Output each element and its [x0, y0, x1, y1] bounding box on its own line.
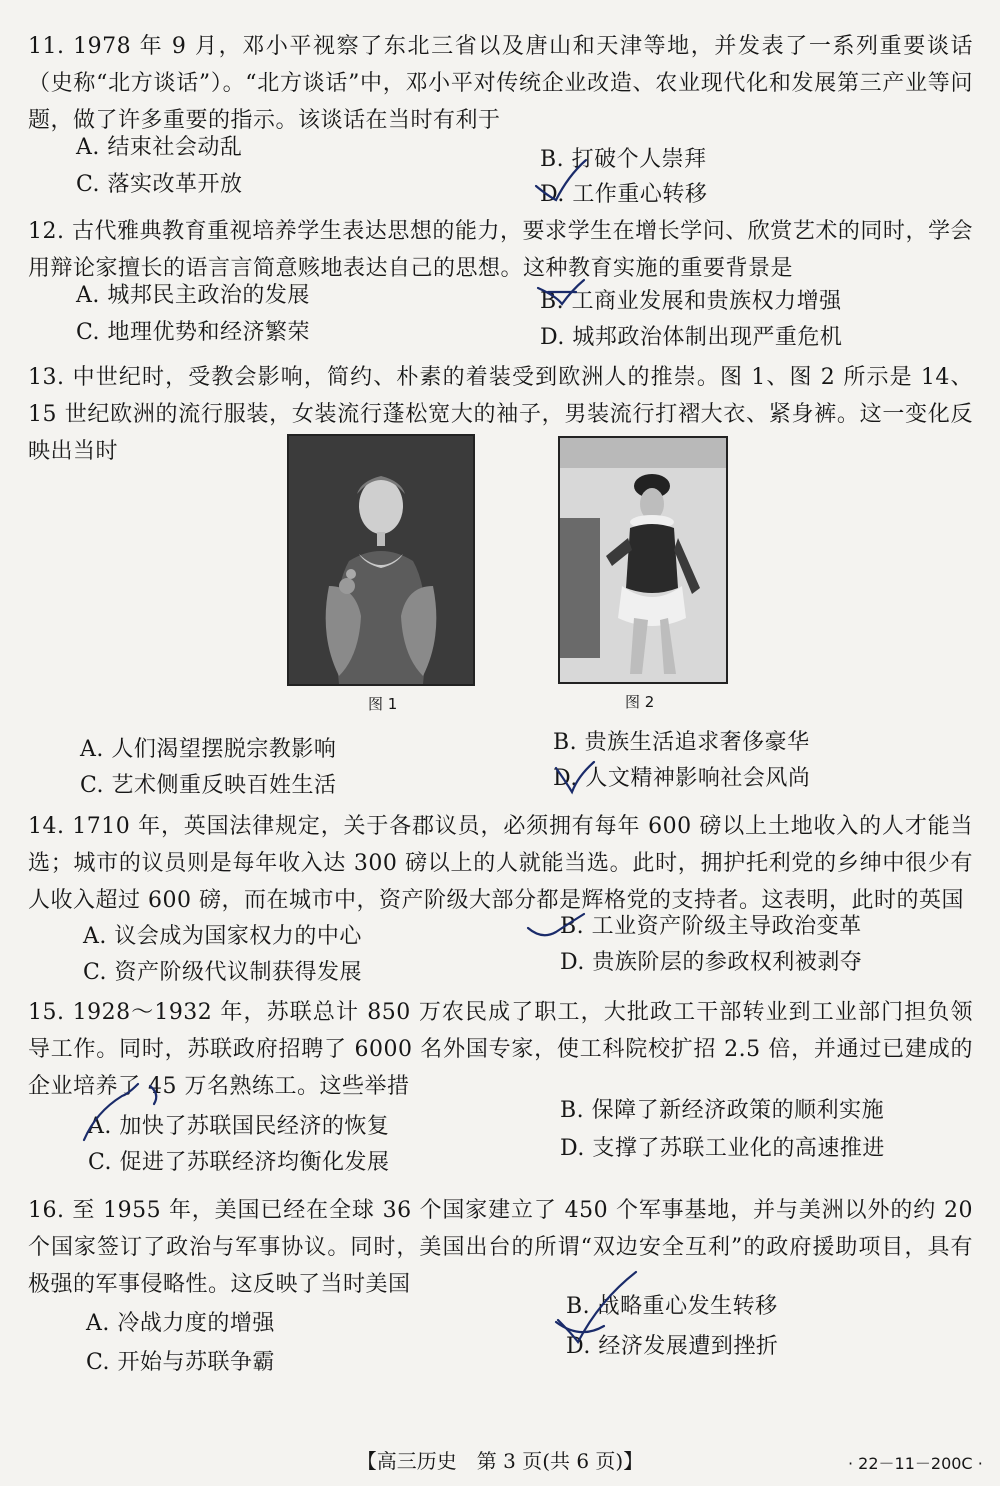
q11-option-d: D. 工作重心转移 — [540, 182, 708, 207]
q15-option-a: A. 加快了苏联国民经济的恢复 — [88, 1114, 390, 1139]
figure-1-caption: 图 1 — [368, 695, 398, 713]
q16-option-a: A. 冷战力度的增强 — [86, 1311, 275, 1336]
question-13-stem: 13. 中世纪时，受教会影响，简约、朴素的着装受到欧洲人的推崇。图 1、图 2 所示是 14、15 世纪欧洲的流行服装，女装流行蓬松宽大的袖子，男装流行打褶大衣、紧身裤。这一变化反映出当时 — [28, 365, 973, 464]
question-14-stem: 14. 1710 年，英国法律规定，关于各郡议员，必须拥有每年 600 磅以上土地收入的人才能当选；城市的议员则是每年收入达 300 磅以上的人就能当选。此时，拥护托利党的乡绅中很少有人收入超过 600 磅，而在城市中，资产阶级大部分都是辉格党的支持者。这表明，此时的英国 — [28, 814, 973, 913]
q15-option-b: B. 保障了新经济政策的顺利实施 — [560, 1098, 885, 1123]
q12-option-c: C. 地理优势和经济繁荣 — [76, 320, 311, 345]
q16-option-b: B. 战略重心发生转移 — [566, 1294, 778, 1319]
q14-option-d: D. 贵族阶层的参政权利被剥夺 — [560, 950, 863, 975]
q11-option-b: B. 打破个人崇拜 — [540, 147, 707, 172]
q11-option-a: A. 结束社会动乱 — [76, 135, 243, 160]
q15-option-c: C. 促进了苏联经济均衡化发展 — [88, 1150, 390, 1175]
page-footer: 【高三历史 第 3 页(共 6 页)】 — [356, 1449, 644, 1473]
figure-2-image — [560, 438, 726, 682]
q14-option-c: C. 资产阶级代议制获得发展 — [83, 960, 363, 985]
question-12-stem: 12. 古代雅典教育重视培养学生表达思想的能力，要求学生在增长学问、欣赏艺术的同时，学会用辩论家擅长的语言言简意赅地表达自己的思想。这种教育实施的重要背景是 — [28, 219, 973, 281]
q13-option-d: D. 人文精神影响社会风尚 — [553, 766, 811, 791]
figure-2-portrait-man — [558, 436, 728, 684]
q15-option-d: D. 支撑了苏联工业化的高速推进 — [560, 1136, 885, 1161]
question-16-stem: 16. 至 1955 年，美国已经在全球 36 个国家建立了 450 个军事基地，并与美洲以外的约 20 个国家签订了政治与军事协议。同时，美国出台的所谓“双边安全互利”的政府援助项目，具有极强的军事侵略性。这反映了当时美国 — [28, 1198, 973, 1297]
q11-option-c: C. 落实改革开放 — [76, 172, 243, 197]
figure-2-caption: 图 2 — [625, 693, 655, 711]
figure-1-portrait-woman — [287, 434, 475, 686]
q12-option-d: D. 城邦政治体制出现严重危机 — [540, 325, 843, 350]
q16-option-d: D. 经济发展遭到挫折 — [566, 1334, 779, 1359]
figure-1-image — [289, 436, 473, 684]
q13-option-c: C. 艺术侧重反映百姓生活 — [80, 773, 337, 798]
q12-option-a: A. 城邦民主政治的发展 — [76, 283, 310, 308]
question-11-stem: 11. 1978 年 9 月，邓小平视察了东北三省以及唐山和天津等地，并发表了一系列重要谈话（史称“北方谈话”）。“北方谈话”中，邓小平对传统企业改造、农业现代化和发展第三产业等问题，做了许多重要的指示。该谈话在当时有利于 — [28, 34, 973, 133]
q14-option-a: A. 议会成为国家权力的中心 — [83, 924, 362, 949]
q16-underline-mark — [556, 1322, 604, 1332]
exam-code: · 22－11－200C · — [848, 1454, 983, 1473]
q13-option-b: B. 贵族生活追求奢侈豪华 — [553, 730, 810, 755]
question-15-stem: 15. 1928～1932 年，苏联总计 850 万农民成了职工，大批政工干部转业到工业部门担负领导工作。同时，苏联政府招聘了 6000 名外国专家，使工科院校扩招 2.5 倍，并通过已建成的企业培养了 45 万名熟练工。这些举措 — [28, 1000, 973, 1099]
q13-option-a: A. 人们渴望摆脱宗教影响 — [80, 737, 337, 762]
q14-option-b: B. 工业资产阶级主导政治变革 — [560, 914, 862, 939]
q12-option-b: B. 工商业发展和贵族权力增强 — [540, 289, 842, 314]
q16-option-c: C. 开始与苏联争霸 — [86, 1350, 276, 1375]
